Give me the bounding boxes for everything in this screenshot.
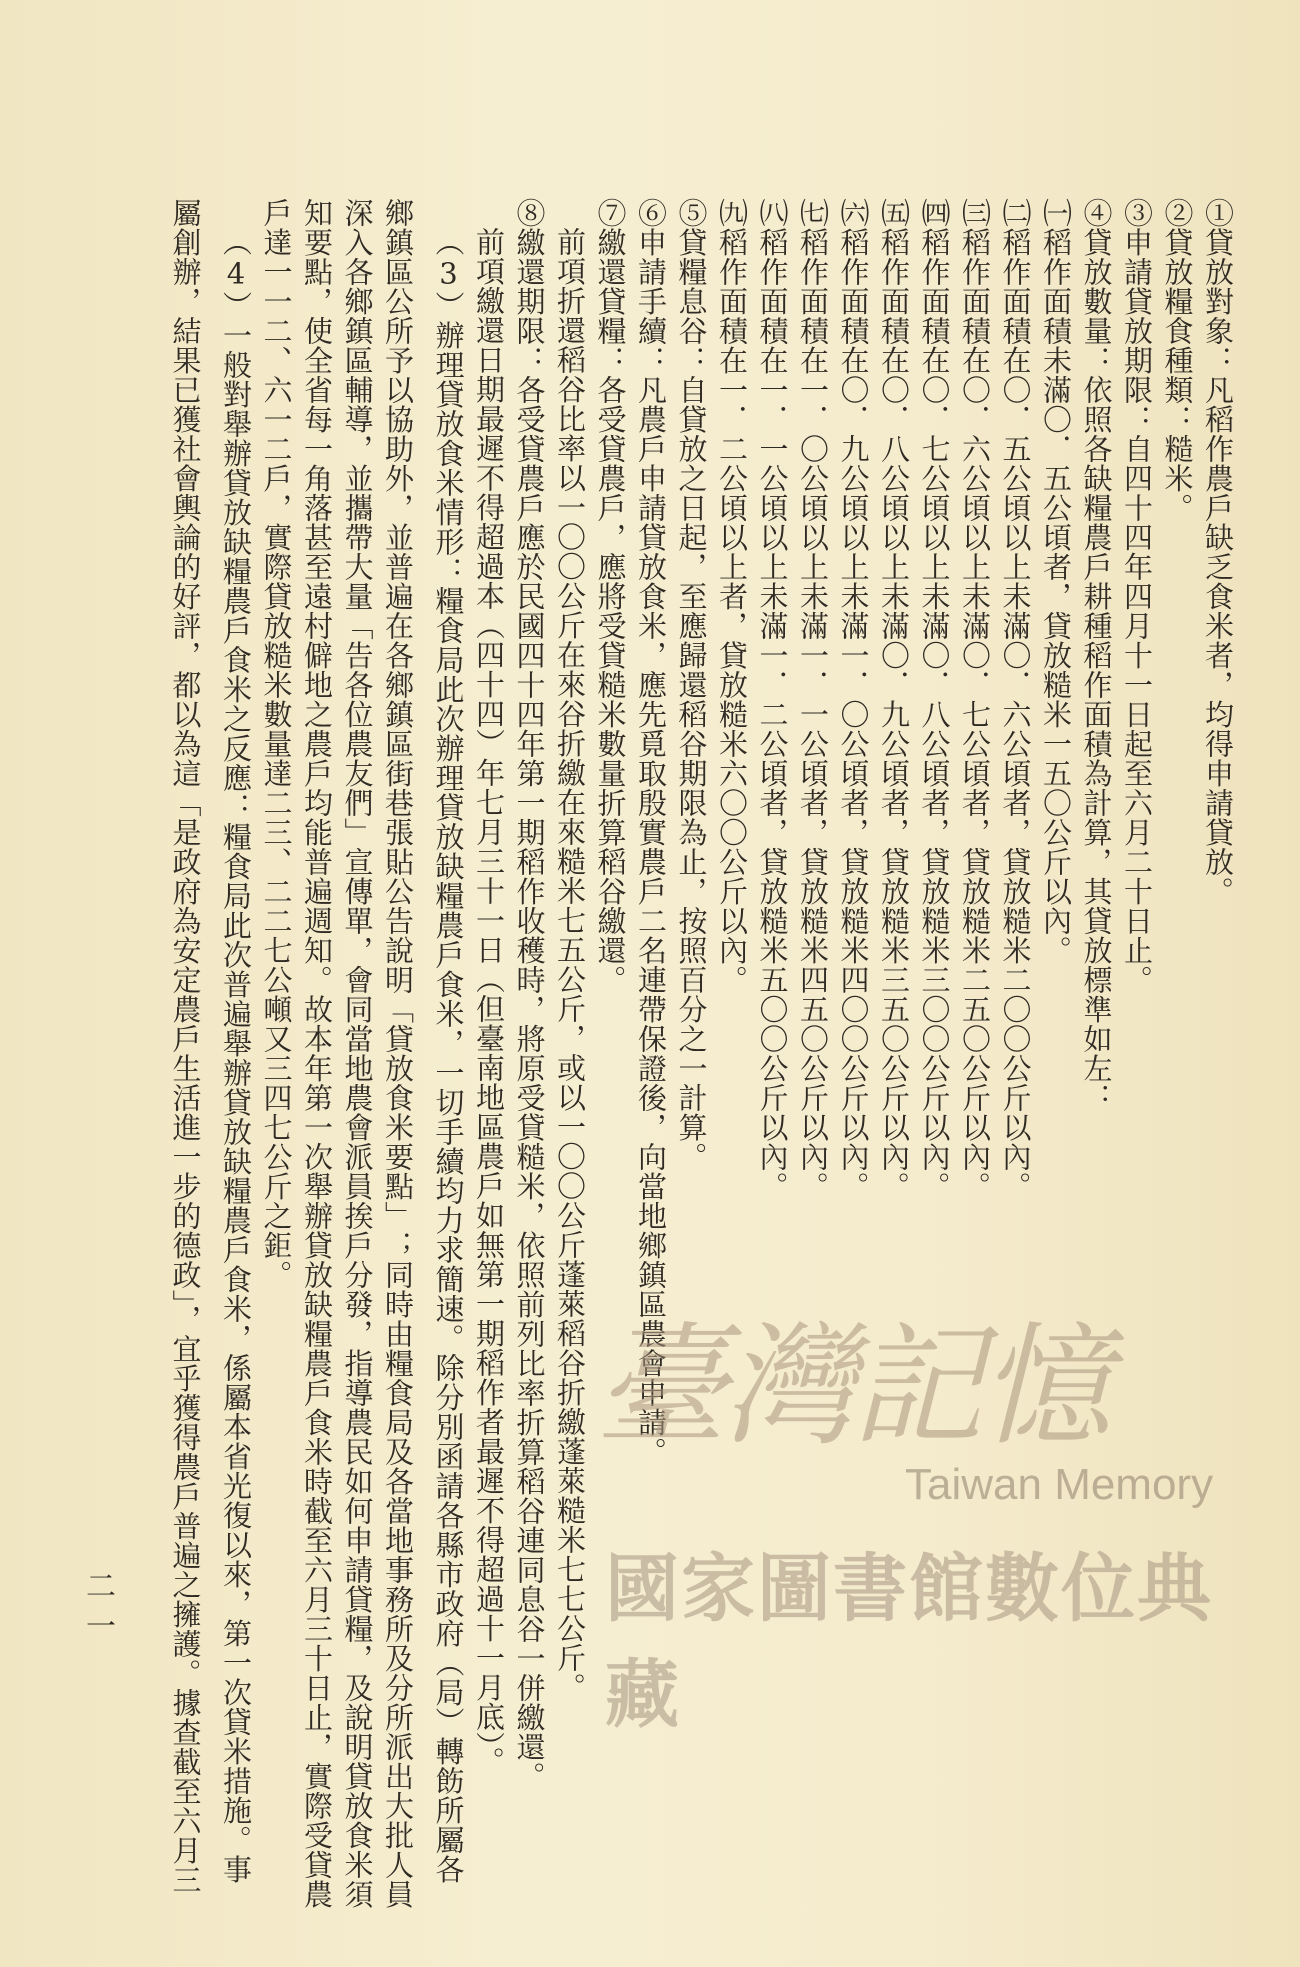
watermark-english-text: Taiwan Memory [905, 1460, 1214, 1509]
text-line: 深入各鄉鎮區輔導，並攜帶大量「告各位農友們」宣傳單，會同當地農會派員挨戶分發，指導農民如何申請貸糧，及說明貸放食米須 [340, 198, 375, 1909]
body-text [108, 198, 1238, 1909]
text-line: 知要點，使全省每一角落甚至遠村僻地之農戶均能普遍週知。故本年第一次舉辦貸放缺糧農戶食米時截至六月三十日止，實際受貸農 [300, 198, 334, 1909]
text-line: ③申請貸放期限：自四十四年四月十一日起至六月二十日止。 [1120, 198, 1154, 995]
text-line: ㈥稻作面積在〇．九公頃以上未滿一．〇公頃者，貸放糙米四〇〇公斤以內。 [836, 198, 871, 1201]
text-line: ⑧繳還期限：各受貸農戶應於民國四十四年第一期稻作收穫時，將原受貸糙米，依照前列比率折算稻谷連同息谷一併繳還。 [512, 198, 547, 1791]
text-line: 屬創辦，結果已獲社會輿論的好評，都以為這「是政府為安定農戶生活進一步的德政」，宜乎獲得農戶普遍之擁護。據查截至六月三 [168, 198, 203, 1895]
text-line: ①貸放對象：凡稻作農戶缺乏食米者，均得申請貸放。 [1201, 198, 1235, 906]
watermark-logo-text: 臺灣記憶 [595, 1310, 1107, 1464]
text-line: ㈨稻作面積在一．二公頃以上者，貸放糙米六〇〇公斤以內。 [715, 198, 749, 995]
text-line: ⑥申請手續：凡農戶申請貸放食米，應先覓取殷實農戶二名連帶保證後，向當地鄉鎮區農會申請。 [634, 198, 668, 1467]
text-line: ㈢稻作面積在〇．六公頃以上未滿〇．七公頃者，貸放糙米二五〇公斤以內。 [958, 198, 992, 1201]
text-line: ㈣稻作面積在〇．七公頃以上未滿〇．八公頃者，貸放糙米三〇〇公斤以內。 [917, 198, 952, 1201]
text-line: 前項折還稻谷比率以一〇〇公斤在來谷折繳在來糙米七五公斤，或以一〇〇公斤蓬萊稻谷折繳蓬萊糙米七七公斤。 [553, 227, 587, 1702]
text-line: ⑦繳還貸糧：各受貸農戶，應將受貸糙米數量折算稻谷繳還。 [593, 198, 628, 995]
text-line: （3）辦理貸放食米情形：糧食局此次辦理貸放缺糧農戶食米，一切手續均力求簡速。除分別函請各縣市政府（局）轉飭所屬各 [431, 227, 466, 1884]
text-line: ㈧稻作面積在一．一公頃以上未滿一．二公頃者，貸放糙米五〇〇公斤以內。 [755, 198, 790, 1201]
text-line: ㈠稻作面積未滿〇．五公頃者，貸放糙米一五〇公斤以內。 [1039, 198, 1073, 965]
text-line: ㈦稻作面積在一．〇公頃以上未滿一．一公頃者，貸放糙米四五〇公斤以內。 [796, 198, 830, 1201]
text-line: ④貸放數量：依照各缺糧農戶耕種稻作面積為計算，其貸放標準如左： [1079, 198, 1114, 1113]
page-number: 二一 [80, 1570, 115, 1650]
watermark-organization-text: 國家圖書館數位典藏 [605, 1547, 1213, 1736]
text-line: ②貸放糧食種類：糙米。 [1160, 198, 1195, 523]
text-line: 戶達一一二、六一二戶，實際貸放糙米數量達二三、二二七公噸又三四七公斤之鉅。 [259, 198, 294, 1290]
text-line: 前項繳還日期最遲不得超過本（四十四）年七月三十一日（但臺南地區農戶如無第一期稻作者最遲不得超過十一月底）。 [472, 227, 506, 1776]
text-line: 鄉鎮區公所予以協助外，並普遍在各鄉鎮區街巷張貼公告說明「貸放食米要點」；同時由糧食局及各當地事務所及分所派出大批人員 [381, 198, 415, 1909]
text-line: ㈤稻作面積在〇．八公頃以上未滿〇．九公頃者，貸放糙米三五〇公斤以內。 [877, 198, 911, 1201]
text-line: （4）一般對舉辦貸放缺糧農戶食米之反應：糧食局此次普遍舉辦貸放缺糧農戶食米，係屬本省光復以來，第一次貸米措施。事 [219, 227, 253, 1884]
text-line: ⑤貸糧息谷：自貸放之日起，至應歸還稻谷期限為止，按照百分之一計算。 [674, 198, 709, 1172]
text-line: ㈡稻作面積在〇．五公頃以上未滿〇．六公頃者，貸放糙米二〇〇公斤以內。 [998, 198, 1033, 1201]
